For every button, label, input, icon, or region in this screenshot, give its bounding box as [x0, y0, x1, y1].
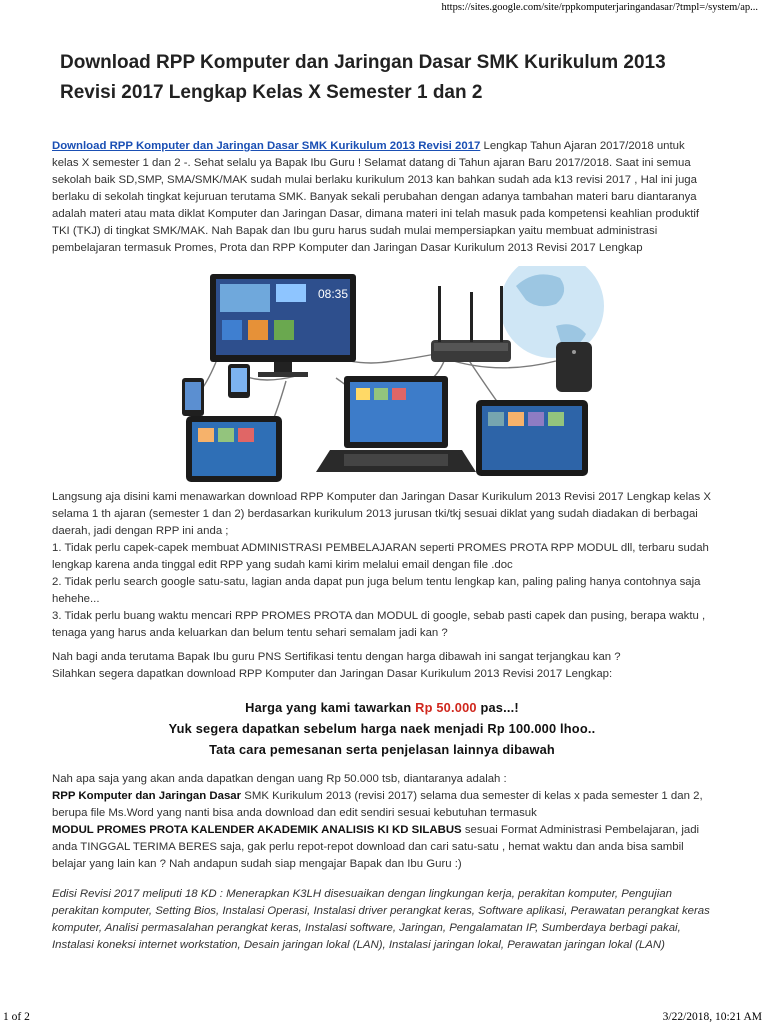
- print-datetime: 3/22/2018, 10:21 AM: [662, 1011, 762, 1023]
- intro-text: Lengkap Tahun Ajaran 2017/2018 untuk kelas X semester 1 dan 2 -. Sehat selalu ya Bapak Ibu Guru ! Selamat datang di Tahun ajaran Baru 2017/2018. Saat ini semua sekolah baik SD,SMP, SMA/SMK/MAK sudah mulai berlaku kurikulum 2013 kan bahkan sudah ada k13 revisi 2017 , Hal ini juga berlaku di sekolah tingkat kejuruan terutama SMK. Banyak sekali perubahan dengan adanya tambahan materi baru diantaranya adalah materi atau mata diklat Komputer dan Jaringan Dasar, dimana materi ini telah masuk pada kompetensi keahlian produktif TKI (TKJ) di tingkat SMK/MAK. Nah Bapak dan Ibu guru harus sudah mulai mempersiapkan yaitu membuat administrasi pembelajaran termasuk Promes, Prota dan RPP Komputer dan Jaringan Dasar Kurikulum 2013 Revisi 2017 Lengkap: [52, 140, 700, 254]
- point-1: 1. Tidak perlu capek-capek membuat ADMINISTRASI PEMBELAJARAN seperti PROMES PROTA RPP MODUL dll, terbaru sudah lengkap karena anda tinggal edit RPP yang sudah kami kirim melalui email dengan file .doc: [52, 542, 709, 571]
- point-3: 3. Tidak perlu buang waktu mencari RPP PROMES PROTA dan MODUL di google, sebab pasti capek dan pusing, berapa waktu , tenaga yang harus anda keluarkan dan belum tentu sehari semalam jadi kan ?: [52, 610, 706, 639]
- contents-paragraph: RPP Komputer dan Jaringan Dasar SMK Kurikulum 2013 (revisi 2017) selama dua semester di kelas x pada semester 1 dan 2, berupa file Ms.Word yang nanti bisa anda download dan edit sendiri sesuai kebutuhan termasuk MODUL PROMES PROTA KALENDER AKADEMIK ANALISIS KI KD SILABUS sesuai Format Administrasi Pembelajaran, jadi anda TINGGAL TERIMA BERES saja, gak perlu repot-repot download dan cari satu-satu , hemat waktu dan anda bisa sambil belajar yang lain kan ? Nah andapun sudah siap mengajar Bapak dan Ibu Guru :): [52, 790, 703, 870]
- question-2: Silahkan segera dapatkan download RPP Komputer dan Jaringan Dasar Kurikulum 2013 Revisi 2017 Lengkap:: [52, 668, 613, 680]
- page-number: 1 of 2: [3, 1011, 30, 1023]
- price-block: [52, 697, 712, 760]
- laptop-icon: [316, 376, 476, 472]
- contents-intro: Nah apa saja yang akan anda dapatkan dengan uang Rp 50.000 tsb, diantaranya adalah :: [52, 773, 507, 785]
- price-line-2: Yuk segera dapatkan sebelum harga naek menjadi Rp 100.000 lhoo..: [168, 721, 596, 736]
- phone-icon: [182, 364, 250, 416]
- edition-paragraph: Edisi Revisi 2017 meliputi 18 KD : Menerapkan K3LH disesuaikan dengan lingkungan kerja, perakitan komputer, Pengujian perakitan komputer, Setting Bios, Instalasi Operasi, Instalasi driver perangkat keras, Software aplikasi, Perawatan perangkat keras komputer, Analisi permasalahan perangkat keras, Instalasi software, Jaringan, Pengalamatan IP, Sumberdaya berbagi pakai, Instalasi koneksi internet workstation, Desain jaringan lokal (LAN), Instalasi jaringan lokal, Perawatan jaringan lokal (LAN): [52, 888, 710, 951]
- screen-clock: 08:35: [318, 287, 349, 301]
- print-url: https://sites.google.com/site/rppkomputerjaringandasar/?tmpl=/system/ap...: [441, 2, 758, 13]
- contents-bold-1: RPP Komputer dan Jaringan Dasar: [52, 790, 242, 802]
- tablet-icon: [186, 416, 282, 482]
- question-section: [52, 649, 712, 683]
- price-line-1: Harga yang kami tawarkan Rp 50.000 pas...!: [245, 700, 519, 715]
- large-tablet-icon: [476, 400, 588, 476]
- offer-section: [52, 489, 712, 642]
- router-icon: [431, 286, 511, 362]
- offer-intro: Langsung aja disini kami menawarkan download RPP Komputer dan Jaringan Dasar Kurikulum 2013 Revisi 2017 Lengkap kelas X selama 1 th ajaran (semester 1 dan 2) berdasarkan kurikulum 2013 jurusan tki/tkj sesuai diklat yang sudah diadakan di berbagai daerah, jadi dengan RPP ini anda ;: [52, 491, 711, 537]
- intro-link[interactable]: Download RPP Komputer dan Jaringan Dasar SMK Kurikulum 2013 Revisi 2017: [52, 140, 481, 152]
- price-value: Rp 50.000: [415, 700, 477, 715]
- contents-section: [52, 771, 712, 873]
- contents-bold-2: MODUL PROMES PROTA KALENDER AKADEMIK ANALISIS KI KD SILABUS: [52, 824, 462, 836]
- intro-paragraph: [52, 138, 712, 257]
- hard-drive-icon: [556, 342, 592, 392]
- monitor-icon: [210, 274, 356, 377]
- network-illustration: [176, 266, 604, 486]
- point-2: 2. Tidak perlu search google satu-satu, lagian anda dapat pun juga belum tentu lengkap kan, paling paling hanya contohnya saja hehehe...: [52, 576, 701, 605]
- question-1: Nah bagi anda terutama Bapak Ibu guru PNS Sertifikasi tentu dengan harga dibawah ini sangat terjangkau kan ?: [52, 651, 621, 663]
- price-line-3: Tata cara pemesanan serta penjelasan lainnya dibawah: [209, 742, 555, 757]
- page-title: Download RPP Komputer dan Jaringan Dasar SMK Kurikulum 2013 Revisi 2017 Lengkap Kelas X Semester 1 dan 2: [60, 52, 666, 103]
